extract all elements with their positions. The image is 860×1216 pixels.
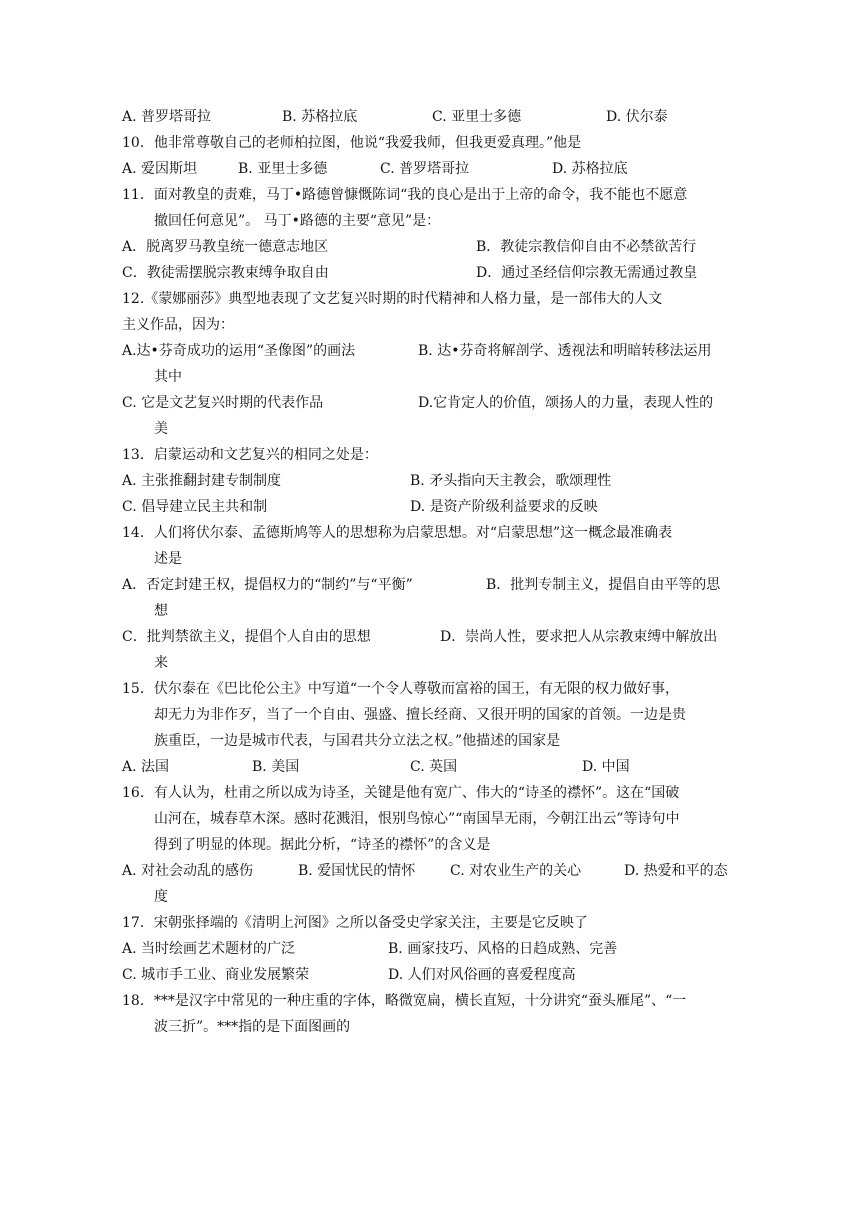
- q16-option-a: A. 对社会动乱的感伤: [122, 863, 254, 879]
- q17-stem: 17．宋朝张择端的《清明上河图》之所以备受史学家关注，主要是它反映了: [122, 915, 588, 931]
- q12-option-b-cont: 其中: [154, 369, 182, 385]
- q13-stem: 13．启蒙运动和文艺复兴的相同之处是：: [122, 447, 378, 463]
- q14-stem: 14．人们将伏尔泰、孟德斯鸠等人的思想称为启蒙思想。对“启蒙思想”这一概念最准确表: [122, 525, 673, 541]
- q16-option-c: C. 对农业生产的关心: [450, 863, 582, 879]
- q10-option-b: B. 亚里士多德: [238, 161, 328, 177]
- q10-stem: 10．他非常尊敬自己的老师柏拉图，他说“我爱我师，但我更爱真理。”他是: [122, 135, 582, 151]
- q16-option-d: D. 热爱和平的态: [624, 863, 728, 879]
- q17-option-a: A. 当时绘画艺术题材的广泛: [122, 941, 296, 957]
- q16-stem: 16．有人认为，杜甫之所以成为诗圣，关键是他有宽广、伟大的“诗圣的襟怀”。这在“国破: [122, 785, 680, 801]
- q12-stem: 12.《蒙娜丽莎》典型地表现了文艺复兴时期的时代精神和人格力量，是一部伟大的人文: [122, 291, 663, 307]
- q13-option-c: C. 倡导建立民主共和制: [122, 499, 268, 515]
- q11-option-d: D．通过圣经信仰宗教无需通过教皇: [476, 265, 698, 281]
- q11-option-c: C．教徒需摆脱宗教束缚争取自由: [122, 265, 329, 281]
- q17-option-c: C. 城市手工业、商业发展繁荣: [122, 967, 310, 983]
- q9-option-a: A. 普罗塔哥拉: [122, 109, 212, 125]
- q15-stem: 15．伏尔泰在《巴比伦公主》中写道“一个令人尊敬而富裕的国王，有无限的权力做好事，: [122, 681, 679, 697]
- q12-option-c: C. 它是文艺复兴时期的代表作品: [122, 395, 324, 411]
- q9-option-d: D. 伏尔泰: [606, 109, 668, 125]
- q18-stem: 18．***是汉字中常见的一种庄重的字体，略微宽扁，横长直短，十分讲究“蚕头雁尾”、“一: [122, 993, 687, 1009]
- q15-option-c: C. 英国: [410, 759, 458, 775]
- q13-option-b: B. 矛头指向天主教会，歌颂理性: [410, 473, 612, 489]
- q12-option-a: A.达•芬奇成功的运用“圣像图”的画法: [122, 343, 356, 359]
- q11-stem: 11．面对教皇的责难，马丁•路德曾慷慨陈词“我的良心是出于上帝的命令，我不能也不愿意: [122, 187, 688, 203]
- q14-option-a: A．否定封建王权，提倡权力的“制约”与“平衡”: [122, 577, 413, 593]
- q14-option-d-cont: 来: [154, 655, 168, 671]
- q11-stem-cont: 撤回任何意见”。 马丁•路德的主要“意见”是：: [154, 213, 441, 229]
- q9-option-b: B. 苏格拉底: [282, 109, 358, 125]
- q12-option-b: B. 达•芬奇将解剖学、透视法和明暗转移法运用: [418, 343, 712, 359]
- q12-option-d-cont: 美: [154, 421, 168, 437]
- q17-option-d: D. 人们对风俗画的喜爱程度高: [388, 967, 576, 983]
- q15-option-d: D. 中国: [582, 759, 630, 775]
- q11-option-b: B．教徒宗教信仰自由不必禁欲苦行: [476, 239, 697, 255]
- q14-option-b-cont: 想: [154, 603, 168, 619]
- q15-option-b: B. 美国: [252, 759, 300, 775]
- q17-option-b: B. 画家技巧、风格的日趋成熟、完善: [388, 941, 618, 957]
- q9-option-c: C. 亚里士多德: [432, 109, 522, 125]
- q14-option-c: C．批判禁欲主义，提倡个人自由的思想: [122, 629, 371, 645]
- q10-option-c: C. 普罗塔哥拉: [380, 161, 470, 177]
- q14-option-b: B．批判专制主义，提倡自由平等的思: [486, 577, 721, 593]
- q14-stem-cont: 述是: [154, 551, 182, 567]
- q16-option-d-cont: 度: [154, 889, 168, 905]
- q15-option-a: A. 法国: [122, 759, 170, 775]
- q13-option-a: A. 主张推翻封建专制制度: [122, 473, 282, 489]
- q16-stem-cont-2: 得到了明显的体现。据此分析，“诗圣的襟怀”的含义是: [154, 837, 491, 853]
- q13-option-d: D. 是资产阶级利益要求的反映: [410, 499, 598, 515]
- q18-stem-cont: 波三折”。***指的是下面图画的: [154, 1019, 351, 1035]
- q16-stem-cont-1: 山河在，城春草木深。感时花溅泪，恨别鸟惊心”“南国旱无雨，今朝江出云”等诗句中: [154, 811, 680, 827]
- q12-option-d: D.它肯定人的价值，颂扬人的力量，表现人性的: [418, 395, 714, 411]
- q14-option-d: D．崇尚人性，要求把人从宗教束缚中解放出: [440, 629, 718, 645]
- q10-option-a: A. 爱因斯坦: [122, 161, 198, 177]
- q11-option-a: A．脱离罗马教皇统一德意志地区: [122, 239, 329, 255]
- q15-stem-cont-1: 却无力为非作歹，当了一个自由、强盛、擅长经商、又很开明的国家的首领。一边是贵: [154, 707, 686, 723]
- q12-stem-cont: 主义作品，因为：: [122, 317, 234, 333]
- q15-stem-cont-2: 族重臣，一边是城市代表，与国君共分立法之权。”他描述的国家是: [154, 733, 561, 749]
- q10-option-d: D. 苏格拉底: [552, 161, 628, 177]
- q16-option-b: B. 爱国忧民的情怀: [298, 863, 416, 879]
